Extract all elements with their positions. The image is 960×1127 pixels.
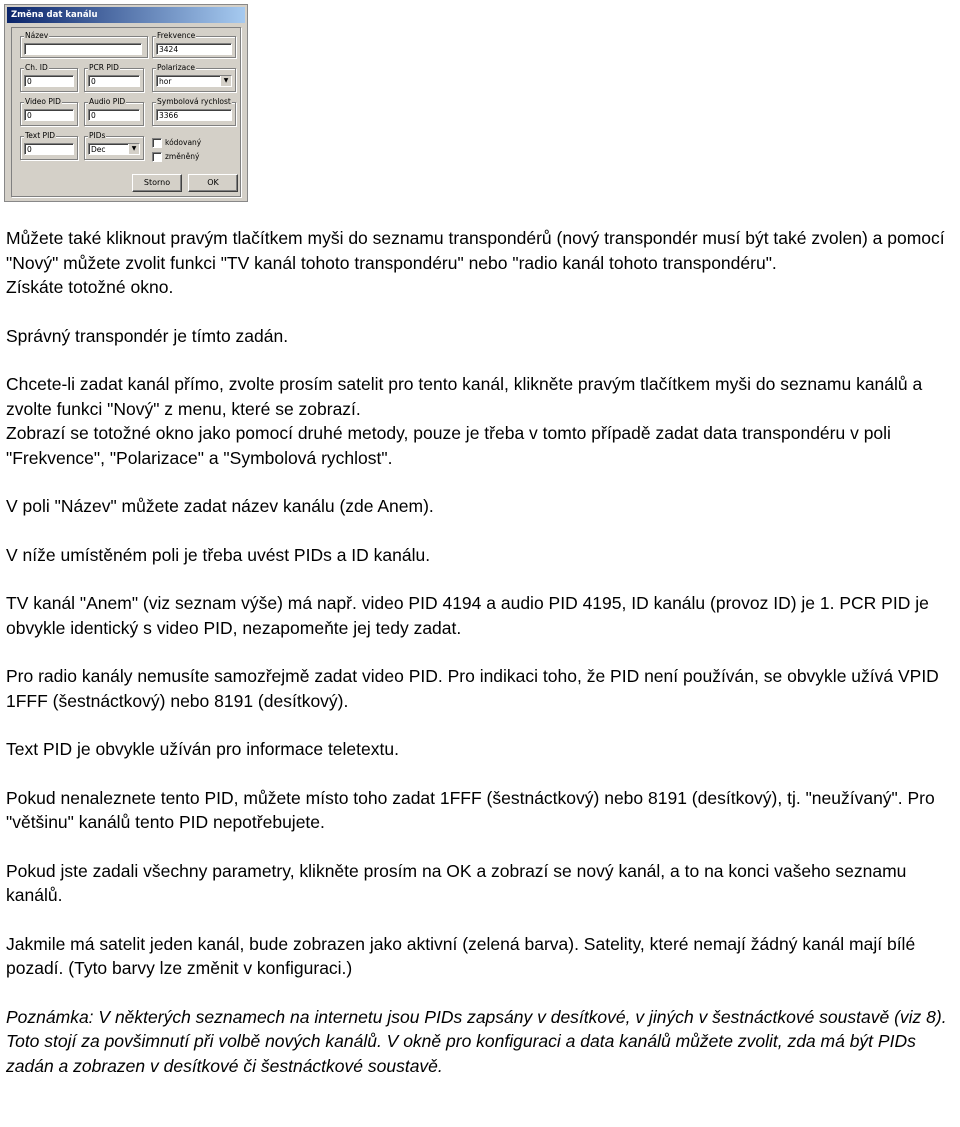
- paragraph: Správný transpondér je tímto zadán.: [6, 325, 289, 346]
- ch-id-input[interactable]: 0: [24, 75, 74, 87]
- changed-checkbox[interactable]: [152, 152, 199, 162]
- symbol-rate-label: Symbolová rychlost: [157, 97, 231, 106]
- paragraph: TV kanál "Anem" (viz seznam výše) má např. video PID 4194 a audio PID 4195, ID kanálu (provoz ID) je 1. PCR PID je obvykle identický s video PID, nezapomeňte jej tedy zadat.: [6, 593, 929, 638]
- video-pid-group: [20, 97, 78, 126]
- audio-pid-group: [84, 97, 144, 126]
- frequency-label: Frekvence: [157, 31, 196, 40]
- name-input[interactable]: [24, 43, 142, 55]
- pids-group: [84, 131, 144, 160]
- checkbox-icon[interactable]: [152, 152, 162, 162]
- changed-label: změněný: [165, 152, 200, 161]
- ch-id-label: Ch. ID: [25, 63, 48, 72]
- polarization-select[interactable]: [156, 75, 232, 87]
- text-pid-input[interactable]: 0: [24, 143, 74, 155]
- pids-value: Dec: [91, 145, 106, 154]
- pcr-pid-input[interactable]: 0: [88, 75, 140, 87]
- pcr-pid-group: [84, 63, 144, 92]
- paragraph: Můžete také kliknout pravým tlačítkem myši do seznamu transpondérů (nový transpondér musí být také zvolen) a pomocí "Nový" můžete zvolit funkci "TV kanál tohoto transpondéru" nebo "radio kanál tohoto transpondéru".: [6, 228, 945, 273]
- paragraph: Pokud jste zadali všechny parametry, klikněte prosím na OK a zobrazí se nový kanál, a to na konci vašeho seznamu kanálů.: [6, 860, 907, 905]
- chevron-down-icon[interactable]: ▼: [128, 144, 139, 154]
- paragraph: Zobrazí se totožné okno jako pomocí druhé metody, pouze je třeba v tomto případě zadat data transpondéru v poli "Frekvence", "Polarizace" a "Symbolová rychlost".: [6, 423, 891, 468]
- pids-select[interactable]: [88, 143, 140, 155]
- paragraph: V níže umístěném poli je třeba uvést PIDs a ID kanálu.: [6, 544, 431, 565]
- coded-checkbox[interactable]: [152, 138, 201, 148]
- video-pid-label: Video PID: [25, 97, 61, 106]
- paragraph: Chcete-li zadat kanál přímo, zvolte prosím satelit pro tento kanál, klikněte pravým tlačítkem myši do seznamu kanálů a zvolte funkci "Nový" z menu, které se zobrazí.: [6, 374, 923, 419]
- text-pid-label: Text PID: [25, 131, 56, 140]
- paragraph: Pokud nenaleznete tento PID, můžete místo toho zadat 1FFF (šestnáctkový) nebo 8191 (desítkový), tj. "neužívaný". Pro "většinu" kanálů tento PID nepotřebujete.: [6, 787, 935, 832]
- cancel-button[interactable]: Storno: [132, 174, 182, 192]
- audio-pid-label: Audio PID: [89, 97, 126, 106]
- ch-id-group: [20, 63, 78, 92]
- polarization-value: hor: [159, 77, 172, 86]
- paragraph: Text PID je obvykle užíván pro informace teletextu.: [6, 739, 399, 759]
- polarization-label: Polarizace: [157, 63, 195, 72]
- frequency-input[interactable]: 3424: [156, 43, 232, 55]
- coded-label: kódovaný: [165, 138, 202, 147]
- symbol-rate-group: [152, 97, 236, 126]
- pcr-pid-label: PCR PID: [89, 63, 119, 72]
- note-paragraph: Poznámka: V některých seznamech na internetu jsou PIDs zapsány v desítkové, v jiných v šestnáctkové soustavě (viz 8). Toto stojí za povšimnutí při volbě nových kanálů. V okně pro konfiguraci a data kanálů můžete zvolit, zda má být PIDs zadán a zobrazen v desítkové či šestnáctkové soustavě.: [6, 1006, 947, 1076]
- ok-button[interactable]: OK: [188, 174, 238, 192]
- pids-label: PIDs: [89, 131, 106, 140]
- paragraph: Získáte totožné okno.: [6, 277, 174, 297]
- video-pid-input[interactable]: 0: [24, 109, 74, 121]
- name-group: [20, 31, 148, 58]
- audio-pid-input[interactable]: 0: [88, 109, 140, 121]
- dialog-frame: [11, 27, 241, 197]
- checkbox-icon[interactable]: [152, 138, 162, 148]
- name-label: Název: [25, 31, 49, 40]
- text-pid-group: [20, 131, 78, 160]
- paragraph: Pro radio kanály nemusíte samozřejmě zadat video PID. Pro indikaci toho, že PID není používán, se obvykle užívá VPID 1FFF (šestnáctkový) nebo 8191 (desítkový).: [6, 666, 939, 711]
- frequency-group: [152, 31, 236, 58]
- document-body: [6, 226, 956, 1078]
- channel-edit-dialog: [4, 4, 248, 202]
- paragraph: Jakmile má satelit jeden kanál, bude zobrazen jako aktivní (zelená barva). Satelity, které nemají žádný kanál mají bílé pozadí. (Tyto barvy lze změnit v konfiguraci.): [6, 933, 916, 978]
- chevron-down-icon[interactable]: ▼: [220, 76, 231, 86]
- polarization-group: [152, 63, 236, 92]
- symbol-rate-input[interactable]: 3366: [156, 109, 232, 121]
- paragraph: V poli "Název" můžete zadat název kanálu (zde Anem).: [6, 496, 434, 516]
- dialog-title: Změna dat kanálu: [7, 7, 245, 23]
